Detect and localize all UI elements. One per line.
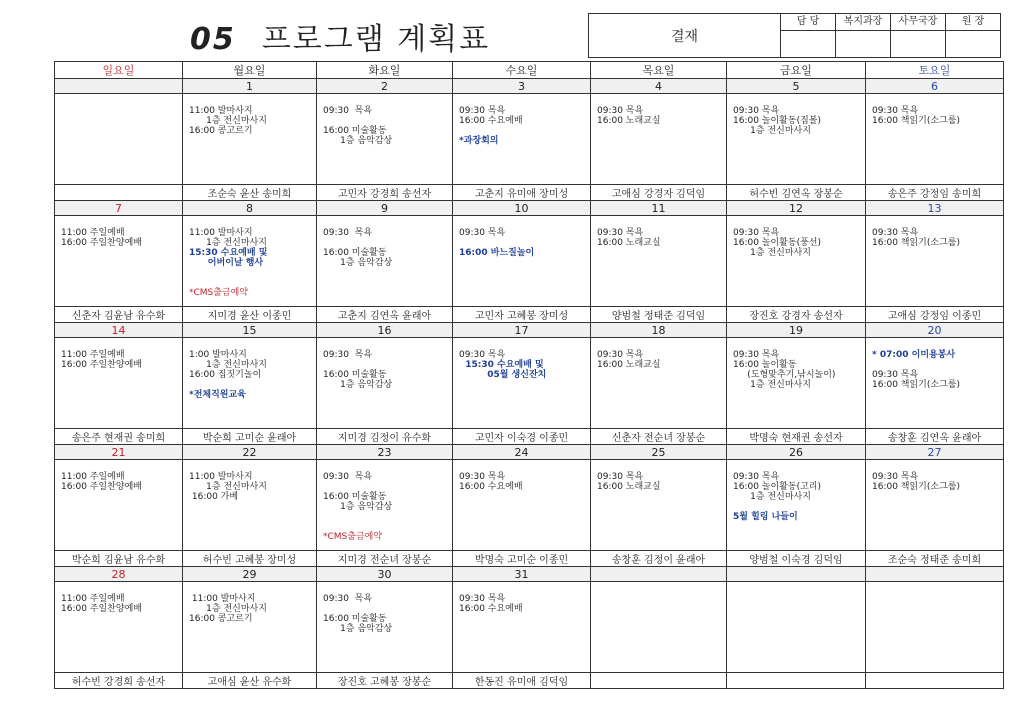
schedule-entry: 16:00 놀이활동(풍선) [733,238,821,248]
schedule-entry: 11:00 주일예배 [61,472,125,482]
schedule-entry: 1층 음악감상 [323,136,393,146]
schedule-entry: 09:30 목욕 [459,472,506,482]
schedule-entry: 1층 전신마사지 [189,604,267,614]
schedule-cell[interactable] [317,460,453,551]
schedule-entry [323,360,446,370]
schedule-entry: 09:30 목욕 [597,472,644,482]
schedule-entry: 09:30 목욕 [733,228,780,238]
schedule-entry: 09:30 목욕 [733,350,780,360]
weekday-header: 화요일 [317,62,453,79]
date-number: 27 [866,445,1004,460]
schedule-cell[interactable] [591,338,727,429]
title-number: 05 [190,22,236,57]
schedule-entry: 16:00 바느질놀이 [459,248,535,258]
staff-names: 지미경 윤산 이종민 [183,307,317,323]
staff-names: 고춘지 김연옥 윤래아 [317,307,453,323]
staff-names: 지미경 김정이 유수화 [317,429,453,445]
date-number-row [55,79,1004,94]
schedule-entry: 09:30 목욕 [733,472,780,482]
staff-names: 장진호 강경자 송선자 [727,307,866,323]
schedule-entry: 16:00 주일찬양예배 [61,238,142,248]
date-number: 6 [866,79,1004,94]
date-number: 2 [317,79,453,94]
schedule-entry: 16:00 미술활동 [323,492,387,502]
staff-names: 양범철 이숙경 김덕임 [727,551,866,567]
staff-names: 송창훈 김연옥 윤래아 [866,429,1004,445]
date-number: 3 [453,79,591,94]
schedule-entry: *과장회의 [459,136,499,146]
schedule-cell[interactable] [453,582,591,673]
schedule-entry [733,502,859,512]
date-number: 24 [453,445,591,460]
date-number: 5 [727,79,866,94]
date-number: 8 [183,201,317,216]
date-number: 29 [183,567,317,582]
schedule-entry: 11:00 발마사지 [189,472,253,482]
date-number: 13 [866,201,1004,216]
weekday-header: 수요일 [453,62,591,79]
schedule-cell[interactable] [591,94,727,185]
approval-column [836,14,891,57]
schedule-cell[interactable] [591,216,727,307]
schedule-entry: 15:30 수요예배 및 [189,248,268,258]
schedule-entry [459,126,584,136]
schedule-entry: 16:00 노래교실 [597,360,661,370]
signature-cell[interactable] [891,31,945,57]
date-number: 18 [591,323,727,338]
schedule-entry: 1층 전신마사지 [733,492,811,502]
schedule-entry: * 07:00 이미용봉사 [872,350,956,360]
schedule-entry: 16:00 놀이활동(고리) [733,482,821,492]
date-number: 1 [183,79,317,94]
approval-column [781,14,836,57]
schedule-entry: 16:00 놀이활동 [733,360,797,370]
date-number-row [55,445,1004,460]
schedule-entry: 1층 전신마사지 [189,360,267,370]
schedule-entry: 09:30 목욕 [597,106,644,116]
schedule-entry: 09:30 목욕 [459,106,506,116]
schedule-cell[interactable] [183,460,317,551]
schedule-cell[interactable] [55,338,183,429]
date-number: 20 [866,323,1004,338]
staff-names: 장진호 고혜봉 장봉순 [317,673,453,689]
weekday-header: 금요일 [727,62,866,79]
date-number: 28 [55,567,183,582]
schedule-entry [323,238,446,248]
staff-names: 송창훈 김정이 윤래아 [591,551,727,567]
date-number: 10 [453,201,591,216]
schedule-entry [323,482,446,492]
staff-names: 허수빈 고혜봉 장미성 [183,551,317,567]
date-number: 16 [317,323,453,338]
schedule-entry: 09:30 목욕 [872,370,919,380]
schedule-row [55,216,1004,307]
schedule-entry: 09:30 목욕 [459,350,506,360]
staff-names: 허수빈 강경희 송선자 [55,673,183,689]
date-number: 7 [55,201,183,216]
schedule-entry [189,268,310,278]
date-number: 14 [55,323,183,338]
schedule-entry: 16:00 콩고르기 [189,126,253,136]
staff-names: 지미경 전순녀 장봉순 [317,551,453,567]
schedule-row [55,94,1004,185]
staff-names: 조순숙 정태준 송미희 [866,551,1004,567]
staff-row [55,185,1004,201]
schedule-cell[interactable] [317,216,453,307]
schedule-entry [872,360,997,370]
schedule-entry: 1층 전신마사지 [733,380,811,390]
date-number-row [55,567,1004,582]
weekday-header: 월요일 [183,62,317,79]
date-number: 9 [317,201,453,216]
schedule-cell[interactable] [55,582,183,673]
schedule-entry: 16:00 주일찬양예배 [61,360,142,370]
staff-names: 고애심 윤산 유수화 [183,673,317,689]
staff-names: 신춘자 김윤남 유수화 [55,307,183,323]
staff-names: 박명숙 고미순 이종민 [453,551,591,567]
date-number-row [55,323,1004,338]
schedule-cell[interactable] [591,582,727,673]
staff-names: 송은주 강정임 송미희 [866,185,1004,201]
staff-row [55,307,1004,323]
schedule-entry: 1층 음악감상 [323,502,393,512]
schedule-entry: 16:00 책읽기(소그룹) [872,482,960,492]
schedule-entry [189,380,310,390]
schedule-entry: *전체직원교육 [189,390,246,400]
schedule-cell[interactable] [453,460,591,551]
signature-cell[interactable] [836,31,890,57]
schedule-entry: *CMS출금예약 [323,532,383,542]
schedule-cell[interactable] [866,338,1004,429]
schedule-cell[interactable] [866,582,1004,673]
schedule-entry: 05월 생신잔치 [459,370,547,380]
schedule-entry: 09:30 목욕 [872,228,919,238]
date-number: 17 [453,323,591,338]
staff-names [727,673,866,689]
date-number [55,79,183,94]
schedule-entry: 1:00 발마사지 [189,350,247,360]
schedule-entry: 16:00 수요예배 [459,482,523,492]
schedule-entry: 16:00 미술활동 [323,614,387,624]
date-number: 23 [317,445,453,460]
schedule-entry: 09:30 목욕 [323,350,373,360]
schedule-entry: 어버이날 행사 [189,258,264,268]
schedule-cell[interactable] [727,94,866,185]
signature-cell[interactable] [781,31,835,57]
schedule-entry: 11:00 발마사지 [189,594,256,604]
staff-names: 고민자 고혜봉 장미성 [453,307,591,323]
schedule-entry: 16:00 수요예배 [459,604,523,614]
date-number: 22 [183,445,317,460]
schedule-entry: 09:30 목욕 [323,472,373,482]
page-title [190,14,570,56]
staff-names [591,673,727,689]
schedule-entry: *CMS출금예약 [189,288,249,298]
schedule-entry: 16:00 미술활동 [323,126,387,136]
schedule-entry: 16:00 가베 [189,492,239,502]
approval-column [946,14,1000,57]
staff-names: 송은주 현재권 송미희 [55,429,183,445]
staff-names: 고민자 이숙경 이종민 [453,429,591,445]
staff-names: 신춘자 전순녀 장봉순 [591,429,727,445]
date-number [727,567,866,582]
staff-names: 조순숙 윤산 송미희 [183,185,317,201]
schedule-entry: 1층 전신마사지 [189,116,267,126]
title-text: 프로그램 계획표 [261,22,491,57]
schedule-entry: 09:30 목욕 [323,228,373,238]
schedule-cell[interactable] [317,338,453,429]
schedule-entry: 16:00 집짓기놀이 [189,370,262,380]
approval-role: 원 장 [946,14,1000,31]
schedule-entry: 09:30 목욕 [323,594,373,604]
staff-names: 박순희 김윤남 유수화 [55,551,183,567]
schedule-entry: 16:00 수요예배 [459,116,523,126]
staff-names: 고춘지 유미애 장미성 [453,185,591,201]
schedule-entry: 1층 음악감상 [323,624,393,634]
approval-role: 복지과장 [836,14,890,31]
date-number: 21 [55,445,183,460]
approval-role: 사무국장 [891,14,945,31]
date-number: 12 [727,201,866,216]
staff-row [55,551,1004,567]
date-number: 31 [453,567,591,582]
schedule-cell[interactable] [183,216,317,307]
schedule-cell[interactable] [453,94,591,185]
staff-names: 허수빈 김연옥 장봉순 [727,185,866,201]
schedule-cell[interactable] [866,460,1004,551]
schedule-entry: 11:00 주일예배 [61,228,125,238]
weekday-header: 목요일 [591,62,727,79]
schedule-entry: 16:00 놀이활동(짐볼) [733,116,821,126]
staff-names: 양범철 정태준 김덕임 [591,307,727,323]
staff-names: 고애심 강경자 김덕임 [591,185,727,201]
schedule-entry: 11:00 발마사지 [189,228,253,238]
schedule-entry: 11:00 발마사지 [189,106,253,116]
schedule-entry: 16:00 노래교실 [597,116,661,126]
approval-column [891,14,946,57]
schedule-entry: 11:00 주일예배 [61,594,125,604]
schedule-entry: (도형맞추기,낚시놀이) [733,370,836,380]
staff-names: 고민자 강경희 송선자 [317,185,453,201]
schedule-entry [323,604,446,614]
schedule-cell[interactable] [183,94,317,185]
date-number: 30 [317,567,453,582]
schedule-entry: 09:30 목욕 [597,228,644,238]
schedule-entry: 1층 전신마사지 [189,482,267,492]
schedule-entry [323,522,446,532]
staff-row [55,673,1004,689]
schedule-entry: 1층 전신마사지 [733,126,811,136]
schedule-entry: 16:00 주일찬양예배 [61,482,142,492]
staff-names: 한동진 유미애 김덕임 [453,673,591,689]
schedule-entry: 16:00 책읽기(소그룹) [872,116,960,126]
schedule-entry: 11:00 주일예배 [61,350,125,360]
schedule-cell[interactable] [317,582,453,673]
staff-names: 고애심 강정임 이종민 [866,307,1004,323]
date-number: 15 [183,323,317,338]
schedule-entry [323,512,446,522]
schedule-cell[interactable] [317,94,453,185]
staff-names: 박순희 고미순 윤래아 [183,429,317,445]
schedule-entry: 1층 음악감상 [323,380,393,390]
schedule-entry: 16:00 책읽기(소그룹) [872,238,960,248]
schedule-entry: 16:00 미술활동 [323,370,387,380]
schedule-entry: 5월 힐링 나들이 [733,512,798,522]
schedule-cell[interactable] [55,460,183,551]
weekday-header-row [55,62,1004,79]
staff-names: 박명숙 현재권 송선자 [727,429,866,445]
date-number [591,567,727,582]
date-number [866,567,1004,582]
schedule-cell[interactable] [453,338,591,429]
schedule-entry [459,238,584,248]
schedule-entry: 09:30 목욕 [459,594,506,604]
date-number-row [55,201,1004,216]
date-number: 26 [727,445,866,460]
schedule-entry: 15:30 수요예배 및 [459,360,544,370]
date-number: 19 [727,323,866,338]
staff-row [55,429,1004,445]
schedule-entry: 09:30 목욕 [459,228,506,238]
schedule-entry: 16:00 미술활동 [323,248,387,258]
schedule-cell[interactable] [727,460,866,551]
staff-names [55,185,183,201]
weekday-header: 토요일 [866,62,1004,79]
date-number: 4 [591,79,727,94]
schedule-entry: 09:30 목욕 [597,350,644,360]
schedule-entry: 09:30 목욕 [323,106,373,116]
schedule-entry: 09:30 목욕 [872,472,919,482]
approval-label: 결재 [589,14,781,57]
schedule-cell[interactable] [727,582,866,673]
date-number: 25 [591,445,727,460]
schedule-cell[interactable] [183,338,317,429]
schedule-cell[interactable] [727,338,866,429]
calendar-table [54,61,1004,689]
schedule-cell[interactable] [55,94,183,185]
schedule-entry [189,278,310,288]
schedule-entry: 09:30 목욕 [872,106,919,116]
schedule-entry: 16:00 노래교실 [597,482,661,492]
schedule-entry: 16:00 콩고르기 [189,614,253,624]
staff-names [866,673,1004,689]
schedule-entry: 16:00 노래교실 [597,238,661,248]
schedule-entry: 16:00 책읽기(소그룹) [872,380,960,390]
schedule-cell[interactable] [866,94,1004,185]
schedule-row [55,338,1004,429]
approval-box [588,13,1001,58]
schedule-row [55,460,1004,551]
schedule-cell[interactable] [55,216,183,307]
schedule-cell[interactable] [453,216,591,307]
schedule-row [55,582,1004,673]
schedule-entry: 1층 전신마사지 [733,248,811,258]
schedule-cell[interactable] [866,216,1004,307]
weekday-header: 일요일 [55,62,183,79]
schedule-entry: 1층 음악감상 [323,258,393,268]
schedule-entry: 1층 전신마사지 [189,238,267,248]
schedule-entry: 16:00 주일찬양예배 [61,604,142,614]
schedule-entry: 09:30 목욕 [733,106,780,116]
date-number: 11 [591,201,727,216]
signature-cell[interactable] [946,31,1000,57]
schedule-cell[interactable] [727,216,866,307]
approval-role: 담 당 [781,14,835,31]
schedule-entry [323,116,446,126]
schedule-cell[interactable] [183,582,317,673]
schedule-cell[interactable] [591,460,727,551]
